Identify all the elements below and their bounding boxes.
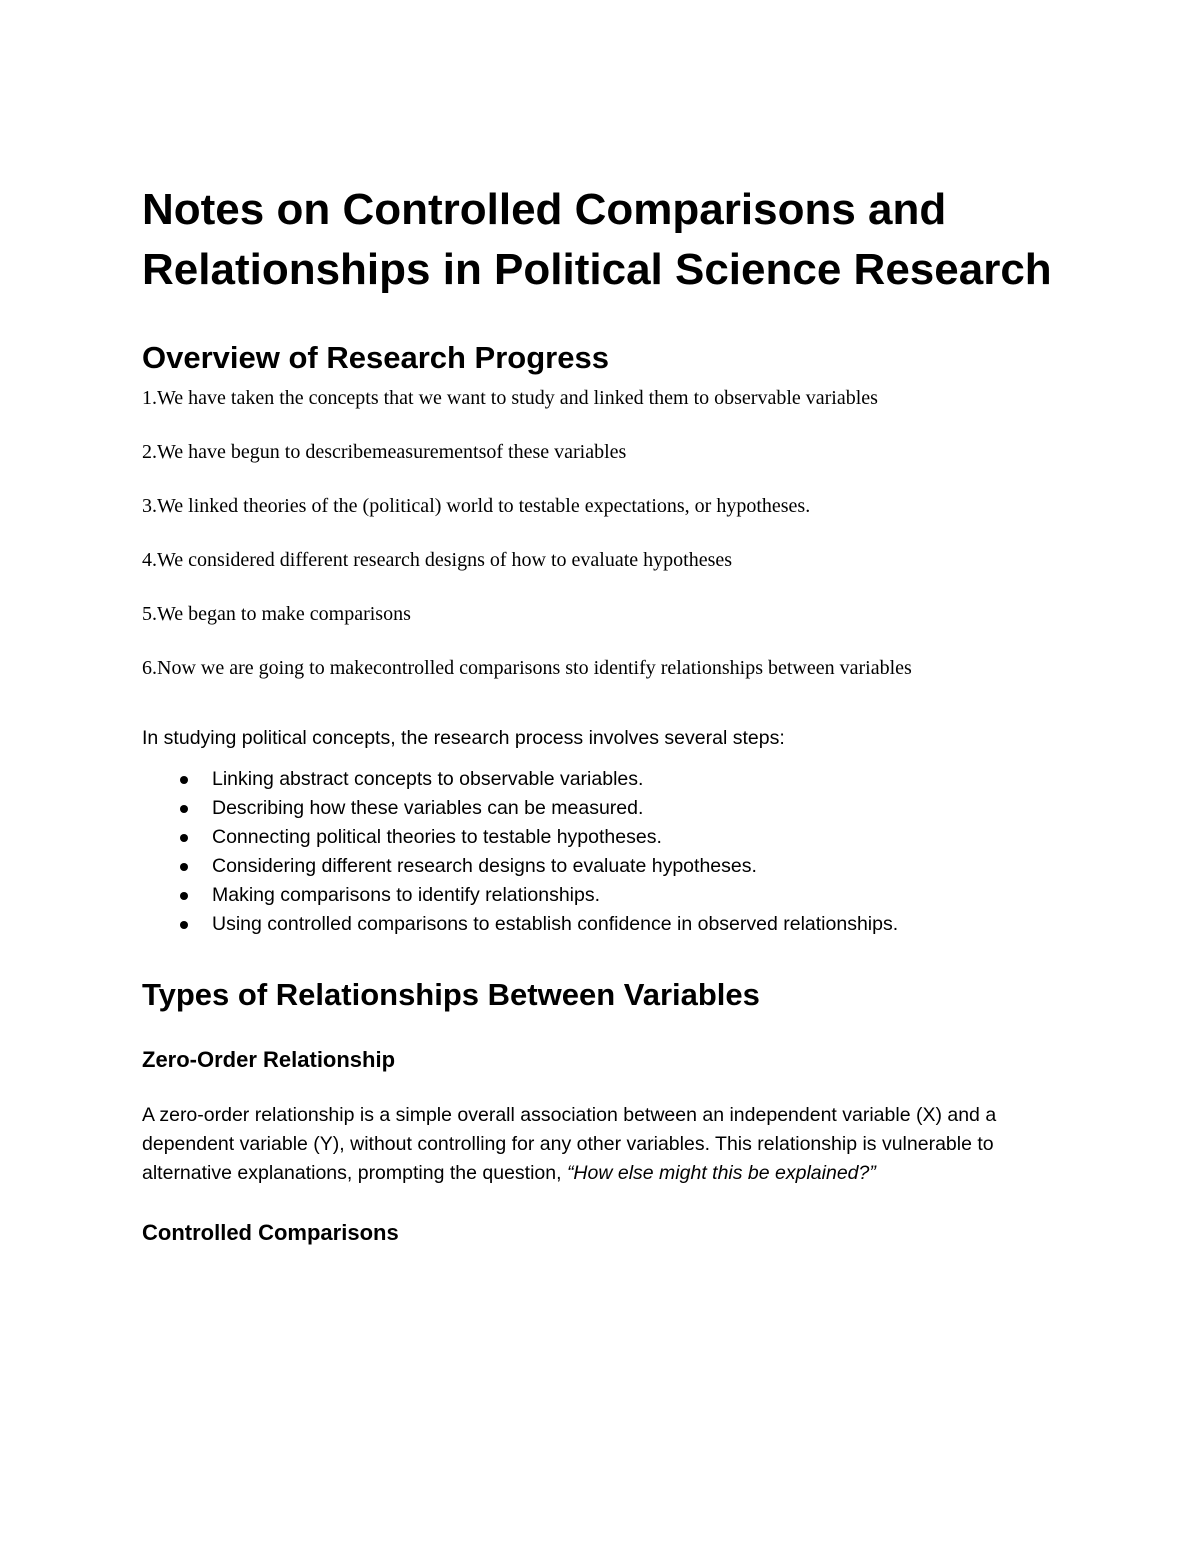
process-bullet-list (142, 765, 1062, 939)
research-step: 4.We considered different research designs of how to evaluate hypotheses (142, 549, 733, 571)
bullet-text: Making comparisons to identify relationships. (212, 884, 601, 906)
bullet-text: Considering different research designs to evaluate hypotheses. (212, 855, 757, 877)
bullet-text: Describing how these variables can be measured. (212, 797, 644, 819)
bullet-text: Linking abstract concepts to observable variables. (212, 768, 644, 790)
controlled-comparisons-heading: Controlled Comparisons (142, 1220, 399, 1245)
bullet-item (212, 765, 1062, 794)
zero-order-text: A zero-order relationship is a simple overall association between an independent variable (X) and a dependent variable (Y), without controlling for any other variables. This relationship is vulnerable to alternative explanations, prompting the question, (142, 1104, 997, 1184)
intro-paragraph: In studying political concepts, the research process involves several steps: (142, 727, 785, 749)
zero-order-heading: Zero-Order Relationship (142, 1047, 396, 1072)
bullet-item (212, 910, 1062, 939)
document-title: Notes on Controlled Comparisons and Relationships in Political Science Research (142, 185, 1052, 294)
research-step: 6.Now we are going to makecontrolled comparisons sto identify relationships between variables (142, 657, 912, 679)
bullet-item (212, 852, 1062, 881)
zero-order-quote: “How else might this be explained?” (566, 1162, 876, 1184)
bullet-dot-icon (180, 863, 188, 871)
bullet-text: Connecting political theories to testable hypotheses. (212, 826, 662, 848)
bullet-item (212, 823, 1062, 852)
bullet-dot-icon (180, 921, 188, 929)
document-page (142, 180, 1062, 1248)
bullet-text: Using controlled comparisons to establish confidence in observed relationships. (212, 913, 899, 935)
overview-heading: Overview of Research Progress (142, 340, 609, 375)
research-step: 3.We linked theories of the (political) world to testable expectations, or hypotheses. (142, 495, 811, 517)
bullet-dot-icon (180, 776, 188, 784)
research-step: 1.We have taken the concepts that we want to study and linked them to observable variables (142, 387, 878, 409)
research-step: 2.We have begun to describemeasurementsof these variables (142, 441, 627, 463)
bullet-dot-icon (180, 834, 188, 842)
zero-order-paragraph (142, 1101, 1062, 1188)
bullet-item (212, 794, 1062, 823)
bullet-item (212, 881, 1062, 910)
types-heading: Types of Relationships Between Variables (142, 977, 760, 1012)
research-steps-list (142, 384, 1062, 682)
research-step: 5.We began to make comparisons (142, 603, 411, 625)
bullet-dot-icon (180, 892, 188, 900)
bullet-dot-icon (180, 805, 188, 813)
